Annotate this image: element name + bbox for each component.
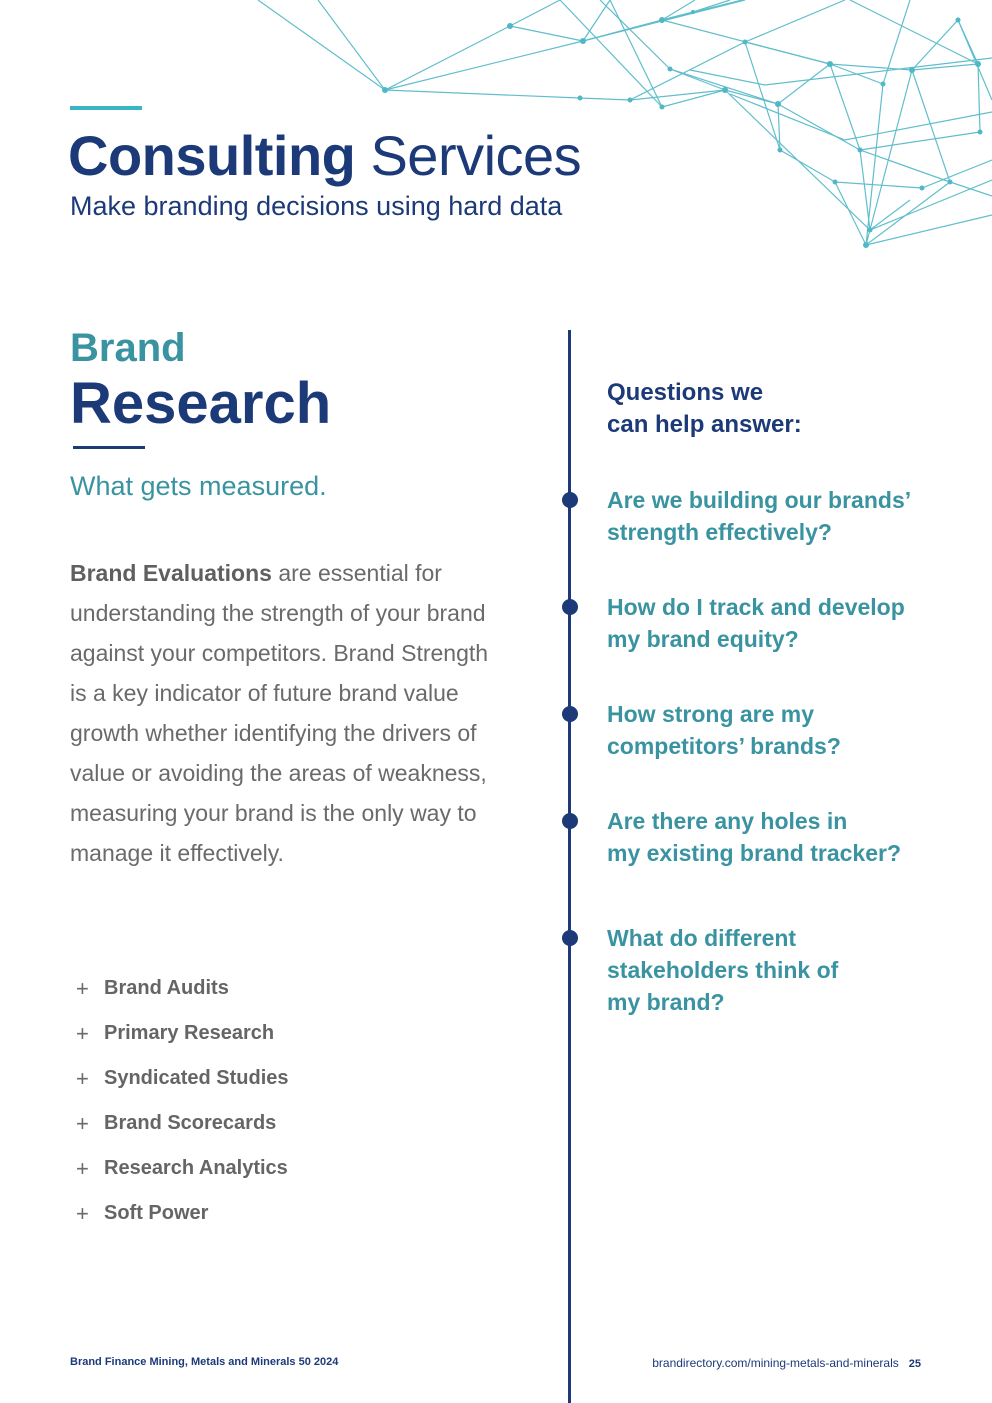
- service-label: Brand Audits: [104, 977, 229, 999]
- service-label: Brand Scorecards: [104, 1112, 277, 1134]
- list-item: [76, 966, 289, 1011]
- page-number: 25: [908, 1358, 921, 1370]
- question-item: Are there any holes in my existing brand tracker?: [607, 808, 901, 866]
- list-item: [76, 1191, 289, 1236]
- list-item: [76, 1011, 289, 1056]
- service-label: Syndicated Studies: [104, 1067, 289, 1089]
- timeline-dot-icon: [562, 599, 578, 615]
- timeline-dot-icon: [562, 930, 578, 946]
- timeline-dot-icon: [562, 492, 578, 508]
- question-item: How strong are my competitors’ brands?: [607, 701, 841, 759]
- section-title: Research: [70, 371, 332, 436]
- plus-icon: +: [76, 975, 89, 1001]
- section-body: [70, 553, 490, 873]
- service-label: Primary Research: [104, 1022, 275, 1044]
- questions-heading: Questions we can help answer:: [607, 379, 802, 438]
- question-item: Are we building our brands’ strength effectively?: [607, 487, 912, 545]
- footer-right: [652, 1356, 921, 1370]
- section-kicker: Brand: [70, 326, 186, 370]
- plus-icon: +: [76, 1110, 89, 1136]
- section-tagline: What gets measured.: [70, 471, 327, 501]
- plus-icon: +: [76, 1200, 89, 1226]
- plus-icon: +: [76, 1020, 89, 1046]
- section-divider: [73, 446, 145, 449]
- timeline-dot-icon: [562, 813, 578, 829]
- service-label: Research Analytics: [104, 1157, 288, 1179]
- service-label: Soft Power: [104, 1202, 209, 1224]
- plus-icon: +: [76, 1065, 89, 1091]
- service-list: [76, 966, 289, 1236]
- timeline-dot-icon: [562, 706, 578, 722]
- list-item: [76, 1101, 289, 1146]
- timeline-line: [568, 330, 571, 1403]
- list-item: [76, 1056, 289, 1101]
- footer-publication: Brand Finance Mining, Metals and Minerals 50 2024: [70, 1356, 339, 1368]
- question-item: What do different stakeholders think of my brand?: [607, 925, 839, 1015]
- body-lead: Brand Evaluations: [70, 560, 272, 586]
- plus-icon: +: [76, 1155, 89, 1181]
- title-accent-bar: [70, 106, 142, 110]
- question-item: How do I track and develop my brand equity?: [607, 594, 905, 652]
- page-title-bold: Consulting: [68, 124, 356, 187]
- footer-url: brandirectory.com/mining-metals-and-minerals: [652, 1356, 899, 1370]
- page-title: [68, 122, 581, 190]
- page-subtitle: Make branding decisions using hard data: [70, 191, 563, 221]
- page-title-light: Services: [355, 124, 582, 187]
- body-rest: are essential for understanding the strength of your brand against your competitors. Brand Strength is a key indicator of future brand value growth whether identifying the drivers of value or avoiding the areas of weakness, measuring your brand is the only way to manage it effectively.: [70, 560, 489, 866]
- list-item: [76, 1146, 289, 1191]
